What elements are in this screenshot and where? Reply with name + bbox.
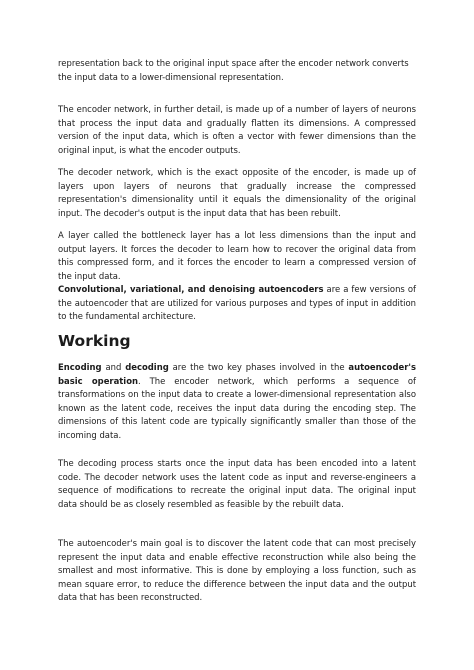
paragraph-encoder-summary: representation back to the original input space after the encoder network converts the input data to a lower-dimensional representation.: [58, 58, 409, 82]
variants-text: are a few versions of the autoencoder that are utilized for various purposes and types of input in addition to the fundamental architecture.: [58, 284, 416, 321]
paragraph-encoding-decoding: [58, 361, 416, 442]
variants-bold-text: Convolutional, variational, and denoising autoencoders: [58, 284, 324, 294]
inline-text: and: [101, 362, 126, 372]
basic-operation-bold: autoencoder's basic operation: [58, 362, 416, 386]
paragraph-decoder-network: The decoder network, which is the exact opposite of the encoder, is made up of layers upon layers of neurons that gradually increase the compressed representation's dimensionality until it equals the dimensionality of the original input. The decoder's output is the input data that has been rebuilt.: [58, 167, 416, 218]
section-heading-working: Working: [58, 332, 131, 350]
paragraph-decoding-process: The decoding process starts once the input data has been encoded into a latent code. The decoder network uses the latent code as input and reverse-engineers a sequence of modifications to recreate the original input data. The original input data should be as closely resembled as feasible by the rebuilt data.: [58, 458, 416, 509]
paragraph-main-goal: The autoencoder's main goal is to discover the latent code that can most precisely represent the input data and enable effective reconstruction while also being the smallest and most informative. This is done by employing a loss function, such as mean square error, to reduce the difference between the input data and the output data that has been reconstructed.: [58, 538, 416, 602]
encoding-bold: Encoding: [58, 362, 102, 372]
decoding-bold: decoding: [125, 362, 169, 372]
paragraph-encoder-network: The encoder network, in further detail, is made up of a number of layers of neurons that process the input data and gradually flatten its dimensions. A compressed version of the input data, which is often a vector with fewer dimensions than the original input, is what the encoder outputs.: [58, 104, 416, 155]
inline-text: . The encoder network, which performs a sequence of transformations on the input data to create a lower-dimensional representation also known as the latent code, receives the input data during the encoding step. The dimensions of this latent code are typically significantly smaller than those of the incoming data.: [58, 375, 416, 440]
paragraph-bottleneck-layer: A layer called the bottleneck layer has a lot less dimensions than the input and output layers. It forces the decoder to learn how to recover the original data from this compressed form, and it forces the encoder to learn a compressed version of the input data.: [58, 230, 416, 281]
inline-text: are the two key phases involved in the: [168, 362, 349, 372]
paragraph-autoencoder-variants: [58, 283, 416, 324]
